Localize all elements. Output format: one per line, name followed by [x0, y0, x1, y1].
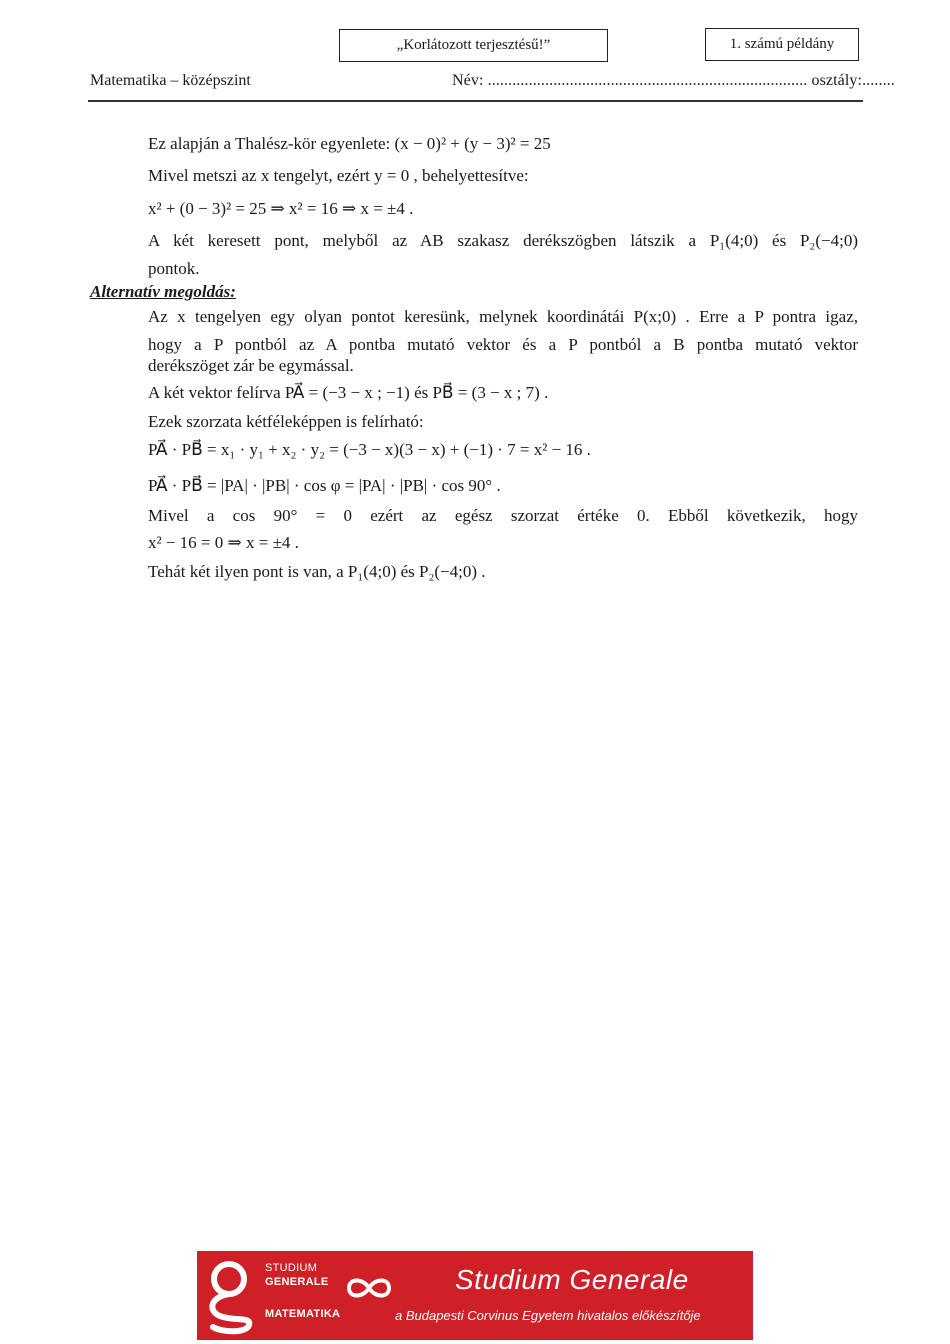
vectors-line: A két vektor felírva PA⃗ = (−3 − x ; −1) és PB⃗ = (3 − x ; 7) .: [148, 383, 549, 402]
alt-right-angle-line: derékszöget zár be egymással.: [148, 356, 354, 375]
copy-number-box: [705, 28, 859, 61]
conclusion-line: Tehát két ilyen pont is van, a P₁(4;0) és P₂(−4;0) .: [148, 562, 486, 581]
restricted-distribution-box: [339, 29, 608, 62]
result-line-end: pontok.: [148, 259, 200, 278]
footer-banner: [197, 1251, 753, 1340]
x-axis-intersection-line: Mivel metszi az x tengelyt, ezért y = 0 , behelyettesítve:: [148, 166, 529, 185]
cos-zero-line: Mivel a cos 90° = 0 ezért az egész szorzat értéke 0. Ebből következik, hogy: [148, 506, 858, 525]
name-class-field: Név: .............................................................................. osztály:........: [452, 72, 895, 89]
thales-equation-line: Ez alapján a Thalész-kör egyenlete: (x − 0)² + (y − 3)² = 25: [148, 134, 551, 153]
substitution-line: x² + (0 − 3)² = 25 ⇒ x² = 16 ⇒ x = ±4 .: [148, 199, 414, 218]
studium-generale-logo-icon: [203, 1255, 255, 1335]
banner-matematika-text: MATEMATIKA: [265, 1308, 341, 1320]
alt-intro-line: Az x tengelyen egy olyan pontot keresünk, melynek koordinátái P(x;0) . Erre a P pontra igaz,: [148, 307, 858, 326]
subject-label: Matematika – középszint: [90, 72, 251, 89]
banner-studium-text: STUDIUM: [265, 1262, 318, 1274]
product-intro-line: Ezek szorzata kétféleképpen is felírható:: [148, 412, 424, 431]
alternative-solution-heading: Alternatív megoldás:: [90, 282, 236, 301]
infinity-icon: [345, 1275, 393, 1301]
banner-subtitle: a Budapesti Corvinus Egyetem hivatalos előkészítője: [395, 1308, 701, 1323]
dot-product-coords-line: PA⃗ · PB⃗ = x₁ · y₁ + x₂ · y₂ = (−3 − x)(3 − x) + (−1) · 7 = x² − 16 .: [148, 440, 591, 459]
banner-title: Studium Generale: [455, 1264, 689, 1295]
alt-vector-line: hogy a P pontból az A pontba mutató vektor és a P pontból a B pontba mutató vektor: [148, 335, 858, 354]
copy-label: 1. számú példány: [729, 36, 835, 52]
result-line: A két keresett pont, melyből az AB szakasz derékszögben látszik a P₁(4;0) és P₂(−4;0): [148, 231, 858, 250]
dot-product-angle-line: PA⃗ · PB⃗ = |PA| · |PB| · cos φ = |PA| · |PB| · cos 90° .: [148, 476, 501, 495]
restricted-label: „Korlátozott terjesztésű!”: [396, 37, 551, 53]
header-divider: [88, 100, 863, 102]
banner-generale-text: GENERALE: [265, 1276, 329, 1288]
equation-solution-line: x² − 16 = 0 ⇒ x = ±4 .: [148, 533, 299, 552]
